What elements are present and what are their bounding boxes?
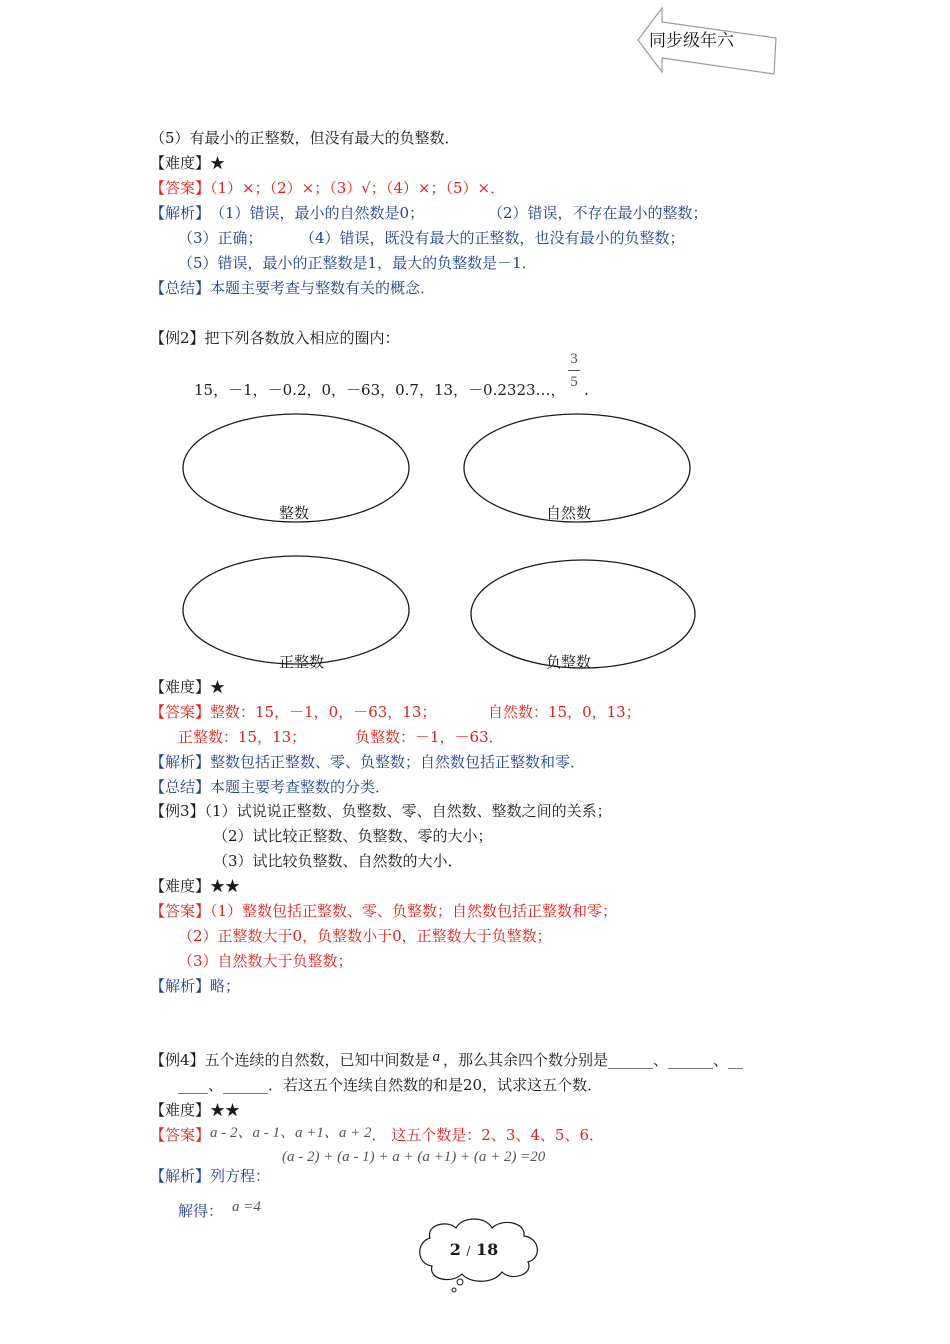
q1-summary-row <box>150 278 435 298</box>
ex2-answer-negative: 负整数：－1，－63． <box>355 728 504 746</box>
difficulty-stars: ★ <box>210 678 226 696</box>
ex4-title-b: ，那么其余四个数分别是______、______、__ <box>443 1051 744 1069</box>
page-current: 2 <box>449 1240 461 1259</box>
answer-text: （1）×；（2）×；（3）√；（4）×；（5）×． <box>210 179 506 197</box>
ex3-difficulty-row <box>150 876 240 896</box>
ex3-answer-row1 <box>150 901 617 921</box>
difficulty-tag: 【难度】 <box>150 154 211 172</box>
q1-analysis-l1a: （1）错误，最小的自然数是0； <box>210 204 425 222</box>
q1-analysis-l1b: （2）错误，不存在最小的整数； <box>488 204 708 222</box>
analysis-tag: 【解析】 <box>150 753 211 771</box>
page-separator: / <box>466 1244 471 1258</box>
ellipse-positive <box>183 556 409 664</box>
answer-rest: ． 这五个数是：2、3、4、5、6． <box>371 1126 605 1144</box>
ex4-answer-row <box>150 1125 604 1146</box>
difficulty-tag: 【难度】 <box>150 1101 211 1119</box>
ex4-equation: (a - 2) + (a - 1) + a + (a +1) + (a + 2) =20 <box>282 1149 546 1165</box>
summary-tag: 【总结】 <box>150 778 211 796</box>
ex2-numbers: 15，－1，－0.2，0，－63，0.7，13，－0.2323…， <box>194 381 566 399</box>
ex2-answer-natural: 自然数：15，0，13； <box>488 703 641 721</box>
ex4-analysis-row <box>150 1166 270 1186</box>
circle-label-integers: 整数 <box>279 504 310 522</box>
analysis-text: 略； <box>210 977 241 995</box>
ex4-difficulty-row <box>150 1100 240 1120</box>
answer-tag: 【答案】 <box>150 1126 211 1144</box>
summary-tag: 【总结】 <box>150 279 211 297</box>
answer-integers: 整数：15，－1，0，－63，13； <box>210 703 437 721</box>
ex4-title-a: 【例4】五个连续的自然数，已知中间数是 <box>150 1051 430 1069</box>
ex4-title-row <box>150 1050 743 1071</box>
q1-analysis-l2a: （3）正确； <box>178 229 263 247</box>
page-number <box>436 1240 512 1259</box>
circle-label-positive: 正整数 <box>279 653 325 671</box>
summary-text: 本题主要考查整数的分类． <box>210 778 391 796</box>
q1-difficulty-row <box>150 153 225 173</box>
ex2-answer-positive: 正整数：15，13； <box>178 728 307 746</box>
analysis-tag: 【解析】 <box>150 977 211 995</box>
q1-answer-row <box>150 178 505 198</box>
page-total: 18 <box>476 1240 499 1259</box>
header-banner-text: 同步级年六 <box>649 31 734 51</box>
q1-analysis-l2b: （4）错误，既没有最大的正整数，也没有最小的负整数； <box>300 229 685 247</box>
ex4-var-a: a <box>432 1049 441 1065</box>
difficulty-tag: 【难度】 <box>150 678 211 696</box>
fraction-numerator: 3 <box>570 351 578 367</box>
ex4-solve-label: 解得： <box>178 1202 224 1220</box>
summary-text: 本题主要考查与整数有关的概念． <box>210 279 436 297</box>
difficulty-tag: 【难度】 <box>150 877 211 895</box>
ex3-analysis-row <box>150 976 240 996</box>
ex2-analysis-row <box>150 752 585 772</box>
fraction-denominator: 5 <box>570 374 578 390</box>
difficulty-stars: ★★ <box>210 1101 241 1119</box>
ex2-period: . <box>584 381 589 399</box>
q1-analysis-l3: （5）错误，最小的正整数是1，最大的负整数是－1． <box>178 254 537 272</box>
ex2-difficulty-row <box>150 677 225 697</box>
answer-tag: 【答案】 <box>150 902 211 920</box>
ex3-answer-l3: （3）自然数大于负整数； <box>178 952 353 970</box>
fraction-bar <box>568 370 580 371</box>
circle-label-natural: 自然数 <box>546 504 592 522</box>
ex4-title-l2: ____、______．若这五个连续自然数的和是20，试求这五个数． <box>178 1076 603 1094</box>
answer-tag: 【答案】 <box>150 179 211 197</box>
difficulty-stars: ★ <box>210 154 226 172</box>
ex4-solve-expr: a =4 <box>232 1199 261 1215</box>
ex3-answer-l2: （2）正整数大于0，负整数小于0，正整数大于负整数； <box>178 927 552 945</box>
difficulty-stars: ★★ <box>210 877 241 895</box>
answer-l1: （1）整数包括正整数、零、负整数；自然数包括正整数和零； <box>210 902 618 920</box>
q1-item5: （5）有最小的正整数，但没有最大的负整数． <box>150 129 460 147</box>
category-ellipses <box>183 414 695 668</box>
ex2-fraction <box>566 350 582 391</box>
answer-tag: 【答案】 <box>150 703 211 721</box>
analysis-text: 列方程： <box>210 1167 271 1185</box>
ex3-title: 【例3】（1）试说说正整数、负整数、零、自然数、整数之间的关系； <box>150 802 612 820</box>
ex3-q2: （2）试比较正整数、负整数、零的大小； <box>213 827 493 845</box>
circle-label-negative: 负整数 <box>546 653 592 671</box>
analysis-text: 整数包括正整数、零、负整数；自然数包括正整数和零． <box>210 753 586 771</box>
ex3-q3: （3）试比较负整数、自然数的大小． <box>213 852 463 870</box>
ex2-answer-row1 <box>150 702 436 722</box>
analysis-tag: 【解析】 <box>150 1167 211 1185</box>
answer-expression: a - 2、a - 1、a +1、a + 2 <box>210 1125 372 1141</box>
ex2-title: 【例2】把下列各数放入相应的圈内： <box>150 329 400 347</box>
ex2-summary-row <box>150 777 390 797</box>
q1-analysis-tag: 【解析】 <box>150 204 211 222</box>
